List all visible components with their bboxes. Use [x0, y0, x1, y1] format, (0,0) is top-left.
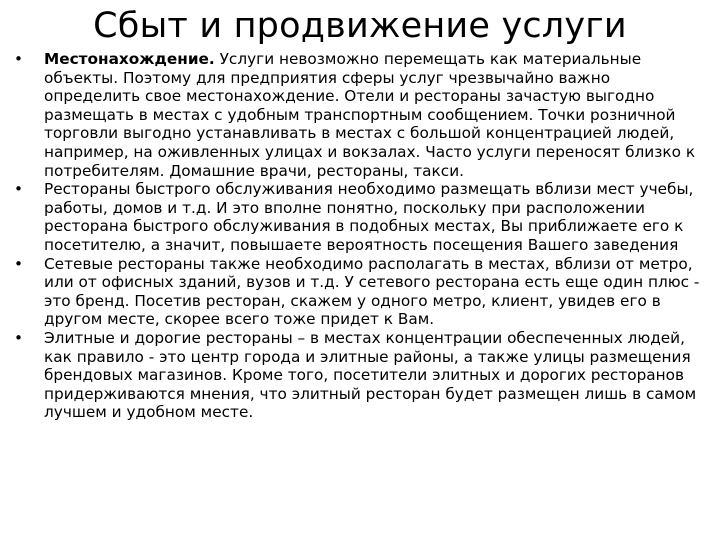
bullet-item-chain-restaurants: [14, 255, 704, 329]
bullet-icon: •: [14, 50, 24, 68]
bullet-text: Рестораны быстрого обслуживания необходимо размещать вблизи мест учебы, работы, домов и т.д. И это вполне понятно, поскольку при расположении ресторана быстрого обслуживания в подобных местах, Вы приближаете его к посетителю, а значит, повышаете вероятность посещения Вашего заведения: [44, 180, 694, 254]
bullet-lead: Местонахождение.: [44, 50, 215, 68]
bullet-icon: •: [14, 254, 24, 273]
bullet-text: Услуги невозможно перемещать как материальные объекты. Поэтому для предприятия сферы услуг чрезвычайно важно определить свое местонахождение. Отели и рестораны зачастую выгодно размещать в местах с удобным транспортным сообщением. Точки розничной торговли выгодно устанавливать в местах с большой концентрацией людей, например, на оживленных улицах и вокзалах. Часто услуги переносят близко к потребителям. Домашние врачи, рестораны, такси.: [44, 50, 696, 180]
bullet-icon: •: [14, 328, 24, 347]
bullet-item-location: [14, 50, 704, 180]
bullet-item-elite-restaurants: [14, 329, 704, 422]
bullet-item-fast-food: [14, 180, 704, 254]
bullet-list: [14, 50, 704, 422]
bullet-text: Элитные и дорогие рестораны – в местах концентрации обеспеченных людей, как правило - это центр города и элитные районы, а также улицы размещения брендовых магазинов. Кроме того, посетители элитных и дорогих ресторанов придерживаются мнения, что элитный ресторан будет размещен лишь в самом лучшем и удобном месте.: [44, 328, 697, 422]
slide-title: Сбыт и продвижение услуги: [93, 6, 627, 46]
bullet-text: Сетевые рестораны также необходимо располагать в местах, вблизи от метро, или от офисных зданий, вузов и т.д. У сетевого ресторана есть еще один плюс - это бренд. Посетив ресторан, скажем у одного метро, клиент, увидев его в другом месте, скорее всего тоже придет к Вам.: [44, 254, 700, 329]
bullet-icon: •: [14, 180, 24, 199]
